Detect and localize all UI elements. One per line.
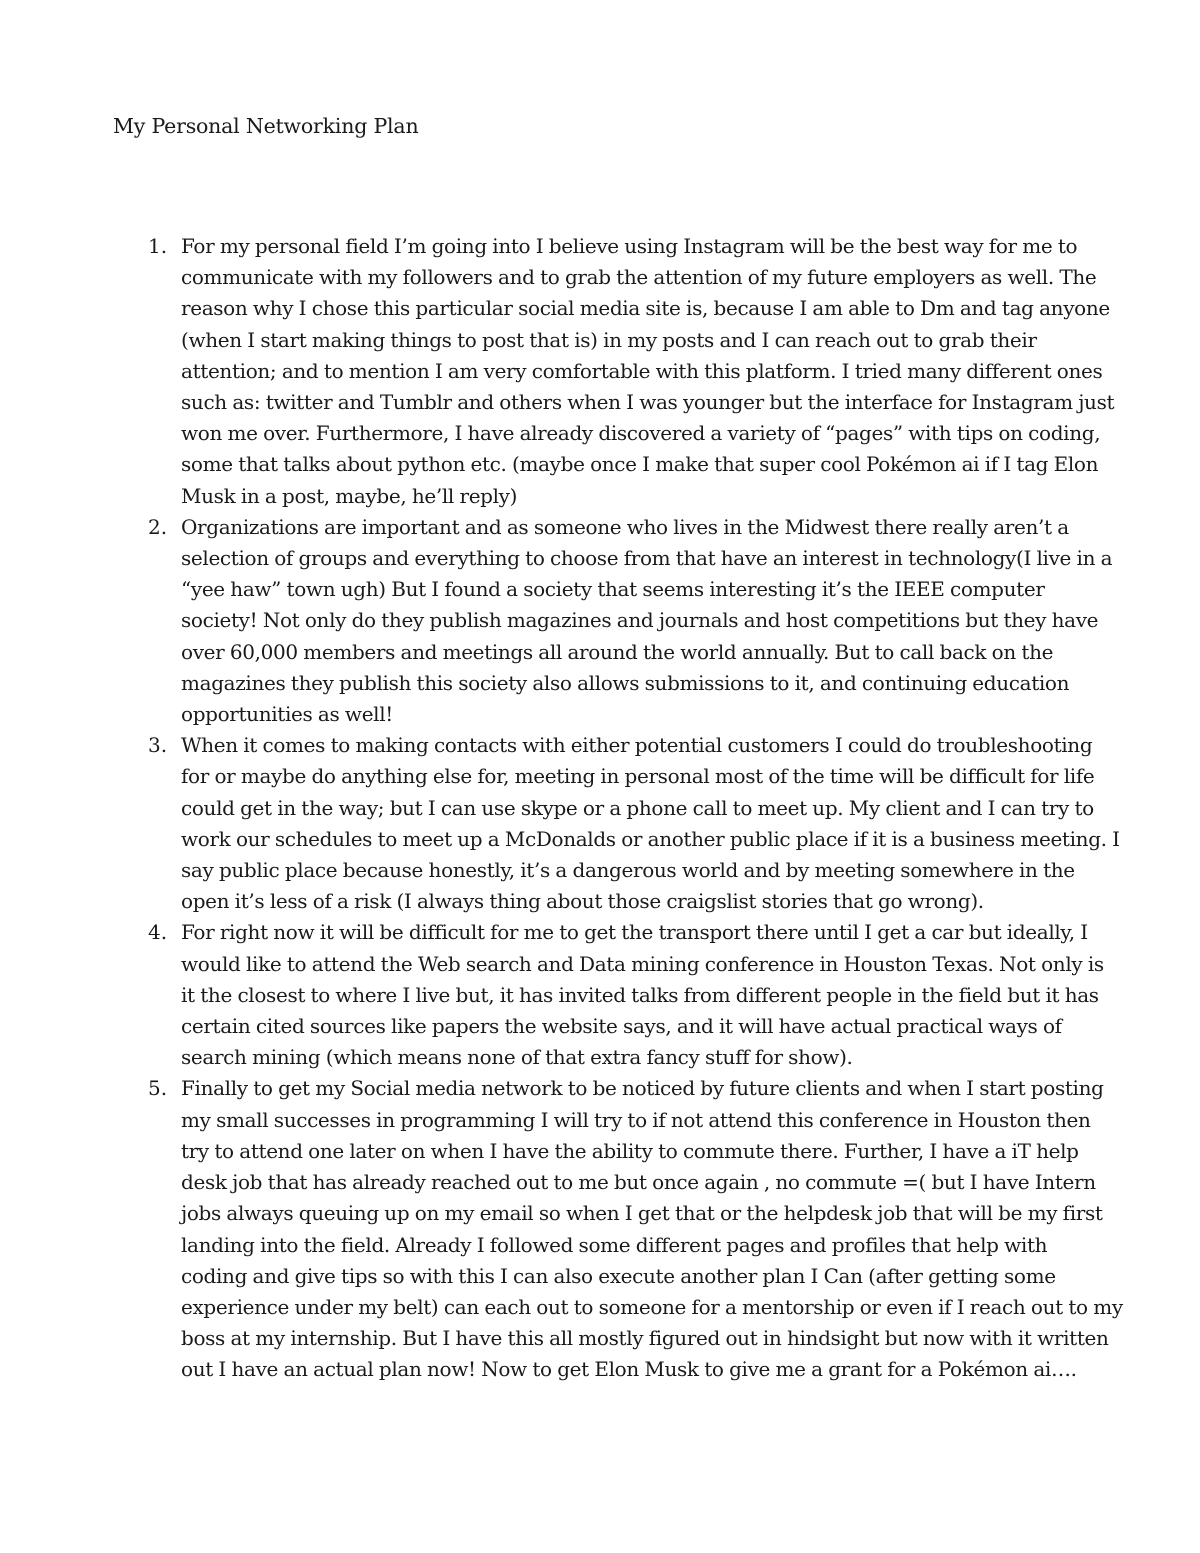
text-line: boss at my internship. But I have this all mostly figured out in hindsight but now with it written <box>181 1326 1109 1351</box>
text-line: some that talks about python etc. (maybe once I make that super cool Pokémon ai if I tag Elon <box>181 452 1099 477</box>
text-line: desk job that has already reached out to me but once again , no commute =( but I have Intern <box>181 1170 1096 1195</box>
list-item <box>148 730 1120 917</box>
text-line: communicate with my followers and to grab the attention of my future employers as well. The <box>181 265 1097 290</box>
list-item <box>148 1073 1123 1385</box>
text-line: experience under my belt) can each out to someone for a mentorship or even if I reach out to my <box>181 1294 1123 1319</box>
list-item <box>148 231 1115 512</box>
text-line: open it’s less of a risk (I always thing about those craigslist stories that go wrong). <box>181 889 984 914</box>
list-item-text <box>181 730 1120 917</box>
text-line: would like to attend the Web search and Data mining conference in Houston Texas. Not only is <box>181 951 1104 976</box>
text-line: certain cited sources like papers the website says, and it will have actual practical ways of <box>181 1014 1062 1039</box>
text-line: When it comes to making contacts with either potential customers I could do troubleshooting <box>181 733 1093 758</box>
text-line: work our schedules to meet up a McDonalds or another public place if it is a business meeting. I <box>181 826 1120 851</box>
text-line: For right now it will be difficult for me to get the transport there until I get a car but ideally, I <box>181 920 1088 945</box>
text-line: it the closest to where I live but, it has invited talks from different people in the field but it has <box>181 982 1099 1007</box>
list-item-number: 2. <box>148 514 168 539</box>
text-line: out I have an actual plan now! Now to get Elon Musk to give me a grant for a Pokémon ai…. <box>181 1357 1077 1382</box>
text-line: (when I start making things to post that is) in my posts and I can reach out to grab their <box>181 327 1037 352</box>
list-item-number: 5. <box>148 1076 168 1101</box>
list-item-text <box>181 512 1113 730</box>
text-line: my small successes in programming I will try to if not attend this conference in Houston then <box>181 1107 1091 1132</box>
networking-plan-list <box>148 231 1123 1386</box>
text-line: reason why I chose this particular social media site is, because I am able to Dm and tag anyone <box>181 296 1110 321</box>
text-line: over 60,000 members and meetings all around the world annually. But to call back on the <box>181 639 1054 664</box>
list-item-text <box>181 1073 1123 1385</box>
text-line: “yee haw” town ugh) But I found a society that seems interesting it’s the IEEE computer <box>181 577 1045 602</box>
text-line: say public place because honestly, it’s a dangerous world and by meeting somewhere in the <box>181 858 1075 883</box>
text-line: attention; and to mention I am very comfortable with this platform. I tried many different ones <box>181 358 1103 383</box>
text-line: For my personal field I’m going into I believe using Instagram will be the best way for me to <box>181 234 1078 258</box>
document-title: My Personal Networking Plan <box>113 114 419 138</box>
text-line: search mining (which means none of that extra fancy stuff for show). <box>181 1045 853 1070</box>
list-item-number: 3. <box>148 733 168 758</box>
text-line: landing into the field. Already I followed some different pages and profiles that help with <box>181 1232 1048 1257</box>
text-line: won me over. Furthermore, I have already discovered a variety of “pages” with tips on coding, <box>181 421 1101 446</box>
text-line: such as: twitter and Tumblr and others when I was younger but the interface for Instagram just <box>181 390 1115 415</box>
list-item <box>148 512 1113 730</box>
list-item-number: 1. <box>148 234 168 258</box>
text-line: society! Not only do they publish magazines and journals and host competitions but they have <box>181 608 1099 633</box>
list-item-text <box>181 231 1115 512</box>
list-item <box>148 917 1104 1073</box>
text-line: could get in the way; but I can use skype or a phone call to meet up. My client and I can try to <box>181 795 1094 820</box>
text-line: try to attend one later on when I have the ability to commute there. Further, I have a iT help <box>181 1138 1079 1163</box>
text-line: magazines they publish this society also allows submissions to it, and continuing education <box>181 670 1070 695</box>
list-item-text <box>181 917 1104 1073</box>
list-item-number: 4. <box>148 920 168 945</box>
text-line: Musk in a post, maybe, he’ll reply) <box>181 483 518 508</box>
text-line: selection of groups and everything to choose from that have an interest in technology(I live in a <box>181 546 1113 571</box>
text-line: Finally to get my Social media network to be noticed by future clients and when I start posting <box>181 1076 1104 1101</box>
text-line: coding and give tips so with this I can also execute another plan I Can (after getting some <box>181 1263 1056 1288</box>
text-line: Organizations are important and as someone who lives in the Midwest there really aren’t a <box>181 514 1069 539</box>
text-line: jobs always queuing up on my email so when I get that or the helpdesk job that will be my first <box>181 1201 1103 1226</box>
text-line: for or maybe do anything else for, meeting in personal most of the time will be difficult for life <box>181 764 1095 789</box>
text-line: opportunities as well! <box>181 702 393 727</box>
